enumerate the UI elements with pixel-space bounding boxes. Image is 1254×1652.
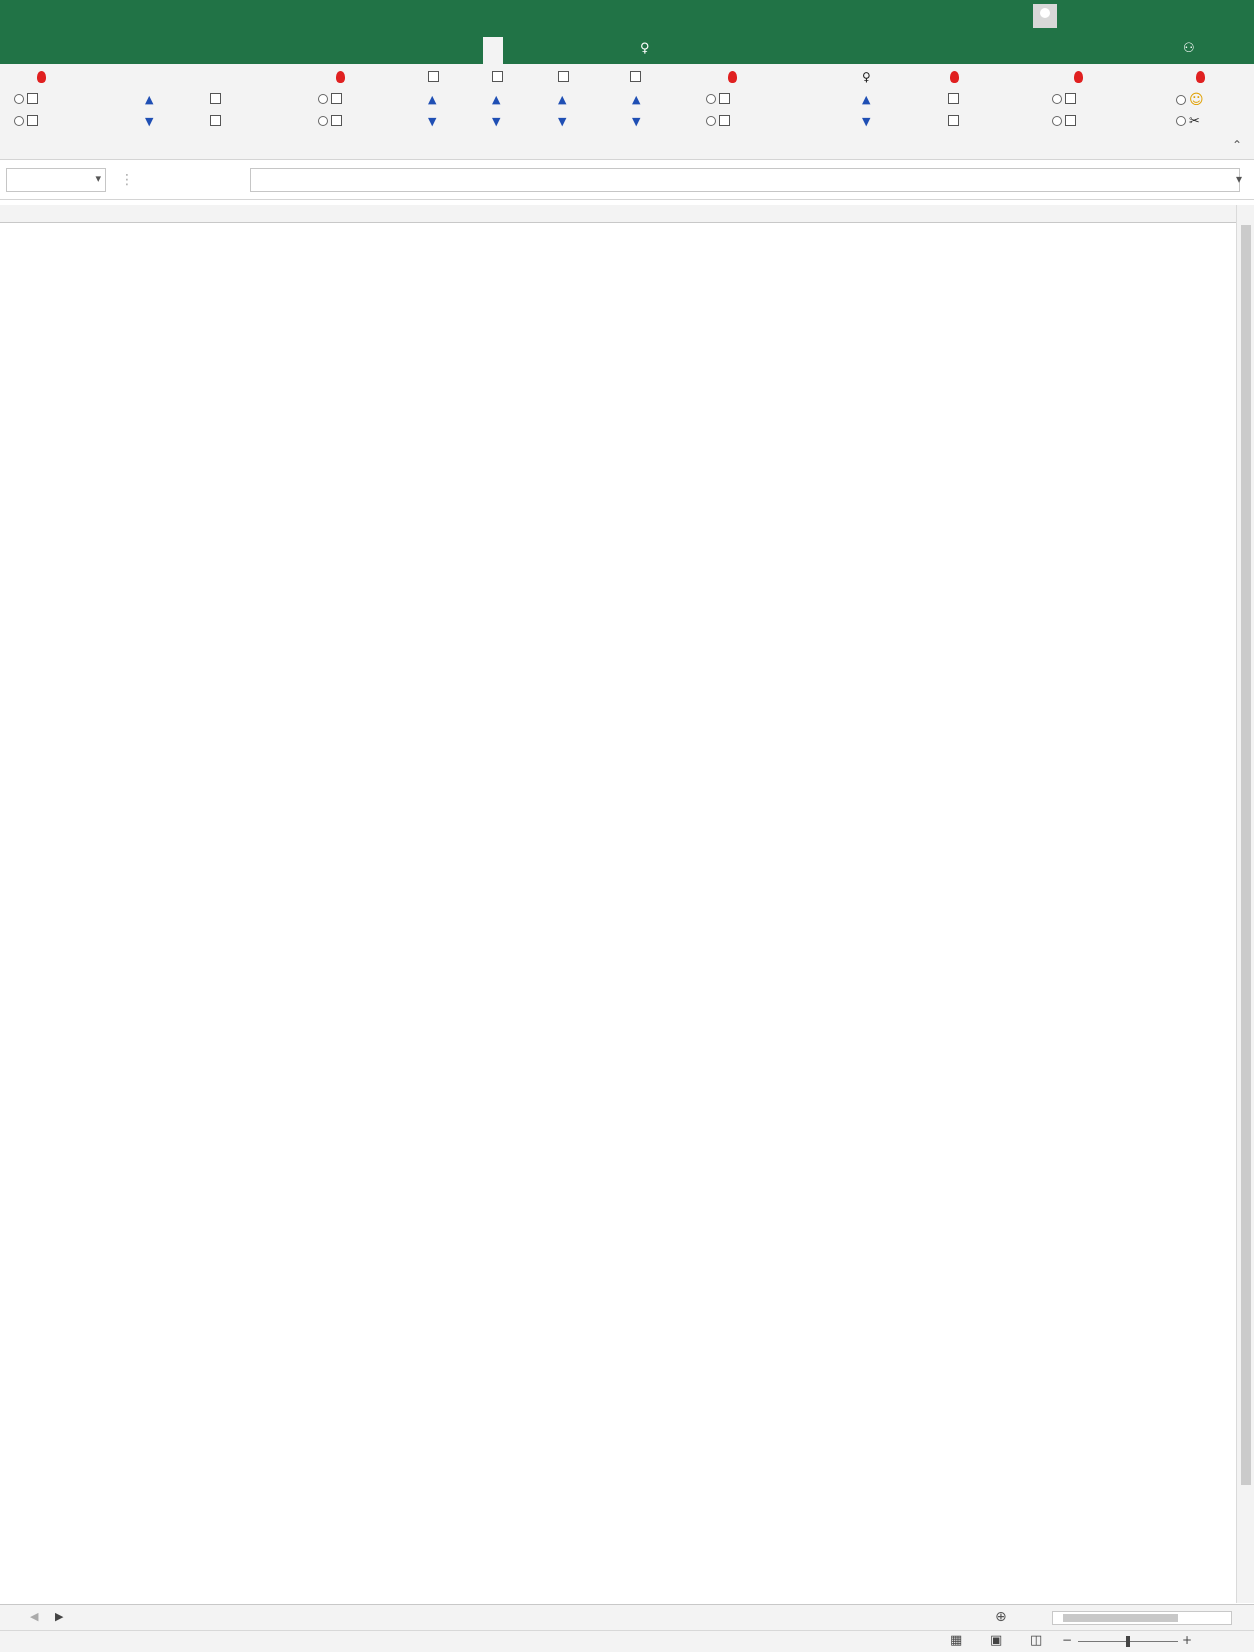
lightbulb-icon	[950, 71, 959, 83]
list-icon	[1065, 115, 1076, 126]
hscroll-thumb[interactable]	[1063, 1614, 1178, 1622]
down-arrow-icon: ▼	[558, 115, 567, 128]
lightbulb-icon	[728, 71, 737, 83]
month-button[interactable]	[492, 70, 506, 84]
radio-icon	[706, 116, 716, 126]
by-client-qty-button[interactable]	[706, 92, 733, 106]
sheet-tab-bar	[0, 1604, 1254, 1632]
scroll-thumb[interactable]	[1241, 225, 1251, 1485]
name-box[interactable]	[6, 168, 106, 192]
down-arrow-icon: ▼	[145, 115, 154, 128]
normal-view-icon[interactable]: ▦	[950, 1633, 963, 1648]
radio-icon	[14, 116, 24, 126]
lightbulb-icon: ♀	[640, 41, 650, 56]
menu-search-title[interactable]	[336, 70, 348, 84]
status-bar	[0, 1630, 1254, 1652]
document-icon	[27, 93, 38, 104]
column-headers	[0, 205, 1254, 223]
worksheet[interactable]	[0, 205, 1254, 1605]
month-up-button-2[interactable]	[492, 92, 503, 106]
month-up-button[interactable]	[145, 92, 156, 106]
formula-bar	[0, 160, 1254, 200]
ribbon-tabs	[0, 34, 1254, 64]
zoom-out-icon[interactable]: −	[1062, 1633, 1073, 1647]
radio-icon	[1052, 116, 1062, 126]
radio-icon	[14, 94, 24, 104]
down-arrow-icon: ▼	[428, 115, 437, 128]
quarter-up-button[interactable]	[558, 92, 569, 106]
month-down-button[interactable]	[145, 114, 156, 128]
by-client-amount-button[interactable]	[706, 114, 733, 128]
up-arrow-icon: ▲	[558, 93, 567, 106]
scroll-left-icon[interactable]: ◀	[30, 1610, 39, 1623]
find-unshipped-button[interactable]	[210, 92, 224, 106]
title-bar	[0, 0, 1254, 34]
menu-ledger-title[interactable]	[37, 70, 49, 84]
extra-lightbulb-icon[interactable]	[1196, 70, 1208, 84]
category-icon	[948, 93, 959, 104]
more-icon: ⋮	[120, 172, 134, 188]
up-arrow-icon: ▲	[145, 93, 154, 106]
up-arrow-icon: ▲	[492, 93, 501, 106]
table-icon	[558, 71, 569, 82]
month-down-button-2[interactable]	[492, 114, 503, 128]
page-break-view-icon[interactable]: ◫	[1030, 1633, 1043, 1648]
year-move-down-button[interactable]	[862, 114, 873, 128]
collapse-ribbon-icon[interactable]: ⌃	[1232, 138, 1243, 152]
half-year-down-button[interactable]	[632, 114, 643, 128]
down-arrow-icon: ▼	[492, 115, 501, 128]
down-arrow-icon: ▼	[862, 115, 871, 128]
calendar-icon	[428, 71, 439, 82]
scroll-right-icon[interactable]: ▶	[55, 1610, 64, 1623]
menu-status-title[interactable]	[1074, 70, 1086, 84]
tab-add-ins[interactable]	[483, 37, 503, 64]
scissors-button[interactable]	[1176, 114, 1200, 129]
lightbulb-icon	[1074, 71, 1083, 83]
scissors-icon: ✂	[1189, 114, 1200, 129]
year-down-button[interactable]	[428, 114, 439, 128]
find-icon	[210, 93, 221, 104]
by-category-qty-button[interactable]	[948, 92, 962, 106]
formula-input[interactable]	[250, 168, 1243, 192]
page-layout-view-icon[interactable]: ▣	[990, 1633, 1003, 1648]
year-move-up-button[interactable]	[862, 92, 873, 106]
document-icon	[27, 115, 38, 126]
zoom-slider[interactable]	[1078, 1641, 1178, 1642]
smiley-icon: ☺	[1189, 92, 1204, 108]
zoom-slider-thumb[interactable]	[1126, 1636, 1130, 1647]
down-arrow-icon: ▼	[632, 115, 641, 128]
radio-icon	[706, 94, 716, 104]
menu-annual-title[interactable]	[728, 70, 740, 84]
radio-icon	[1176, 95, 1186, 105]
period-search-button-2[interactable]	[318, 114, 345, 128]
save-icon	[210, 115, 221, 126]
radio-icon	[318, 94, 328, 104]
quarter-down-button[interactable]	[558, 114, 569, 128]
ribbon	[0, 64, 1254, 160]
calendar-icon	[492, 71, 503, 82]
radio-icon	[1052, 94, 1062, 104]
input-by-code-button[interactable]	[14, 114, 41, 128]
save-ship-date-button[interactable]	[210, 114, 224, 128]
chart-icon	[719, 93, 730, 104]
up-arrow-icon: ▲	[862, 93, 871, 106]
user-avatar[interactable]	[1033, 4, 1057, 28]
list-icon	[1065, 93, 1076, 104]
up-arrow-icon: ▲	[632, 93, 641, 106]
table-icon	[630, 71, 641, 82]
input-by-category-button[interactable]	[14, 92, 41, 106]
half-year-button[interactable]	[630, 70, 644, 84]
search-icon	[331, 93, 342, 104]
year-up-button[interactable]	[428, 92, 439, 106]
vertical-scrollbar[interactable]	[1236, 205, 1254, 1603]
radio-icon	[1176, 116, 1186, 126]
expand-formula-icon[interactable]: ▾	[1236, 172, 1243, 186]
tell-me-search[interactable]	[640, 41, 658, 56]
lightbulb-icon	[336, 71, 345, 83]
search-icon	[331, 115, 342, 126]
frame-icon	[948, 115, 959, 126]
period-search-button-1[interactable]	[318, 92, 345, 106]
year-move-button[interactable]	[862, 70, 874, 84]
horizontal-scrollbar[interactable]	[1052, 1611, 1232, 1625]
lightbulb-outline-icon: ♀	[862, 70, 871, 84]
lightbulb-icon	[1196, 71, 1205, 83]
share-button[interactable]	[1183, 41, 1195, 56]
scheduled-list-button[interactable]	[1052, 114, 1079, 128]
year-button[interactable]	[428, 70, 442, 84]
delivered-list-button[interactable]	[1052, 92, 1079, 106]
grid-icon	[719, 115, 730, 126]
smiley-button[interactable]	[1176, 92, 1204, 108]
up-arrow-icon: ▲	[428, 93, 437, 106]
menu-annual-category-title[interactable]	[950, 70, 962, 84]
half-year-up-button[interactable]	[632, 92, 643, 106]
quarter-button[interactable]	[558, 70, 572, 84]
radio-icon	[318, 116, 328, 126]
zoom-in-icon[interactable]: +	[1182, 1633, 1193, 1647]
add-sheet-icon[interactable]: ⊕	[995, 1609, 1007, 1625]
person-icon: ⚇	[1183, 41, 1195, 56]
by-category-amount-button[interactable]	[948, 114, 962, 128]
lightbulb-icon	[37, 71, 46, 83]
